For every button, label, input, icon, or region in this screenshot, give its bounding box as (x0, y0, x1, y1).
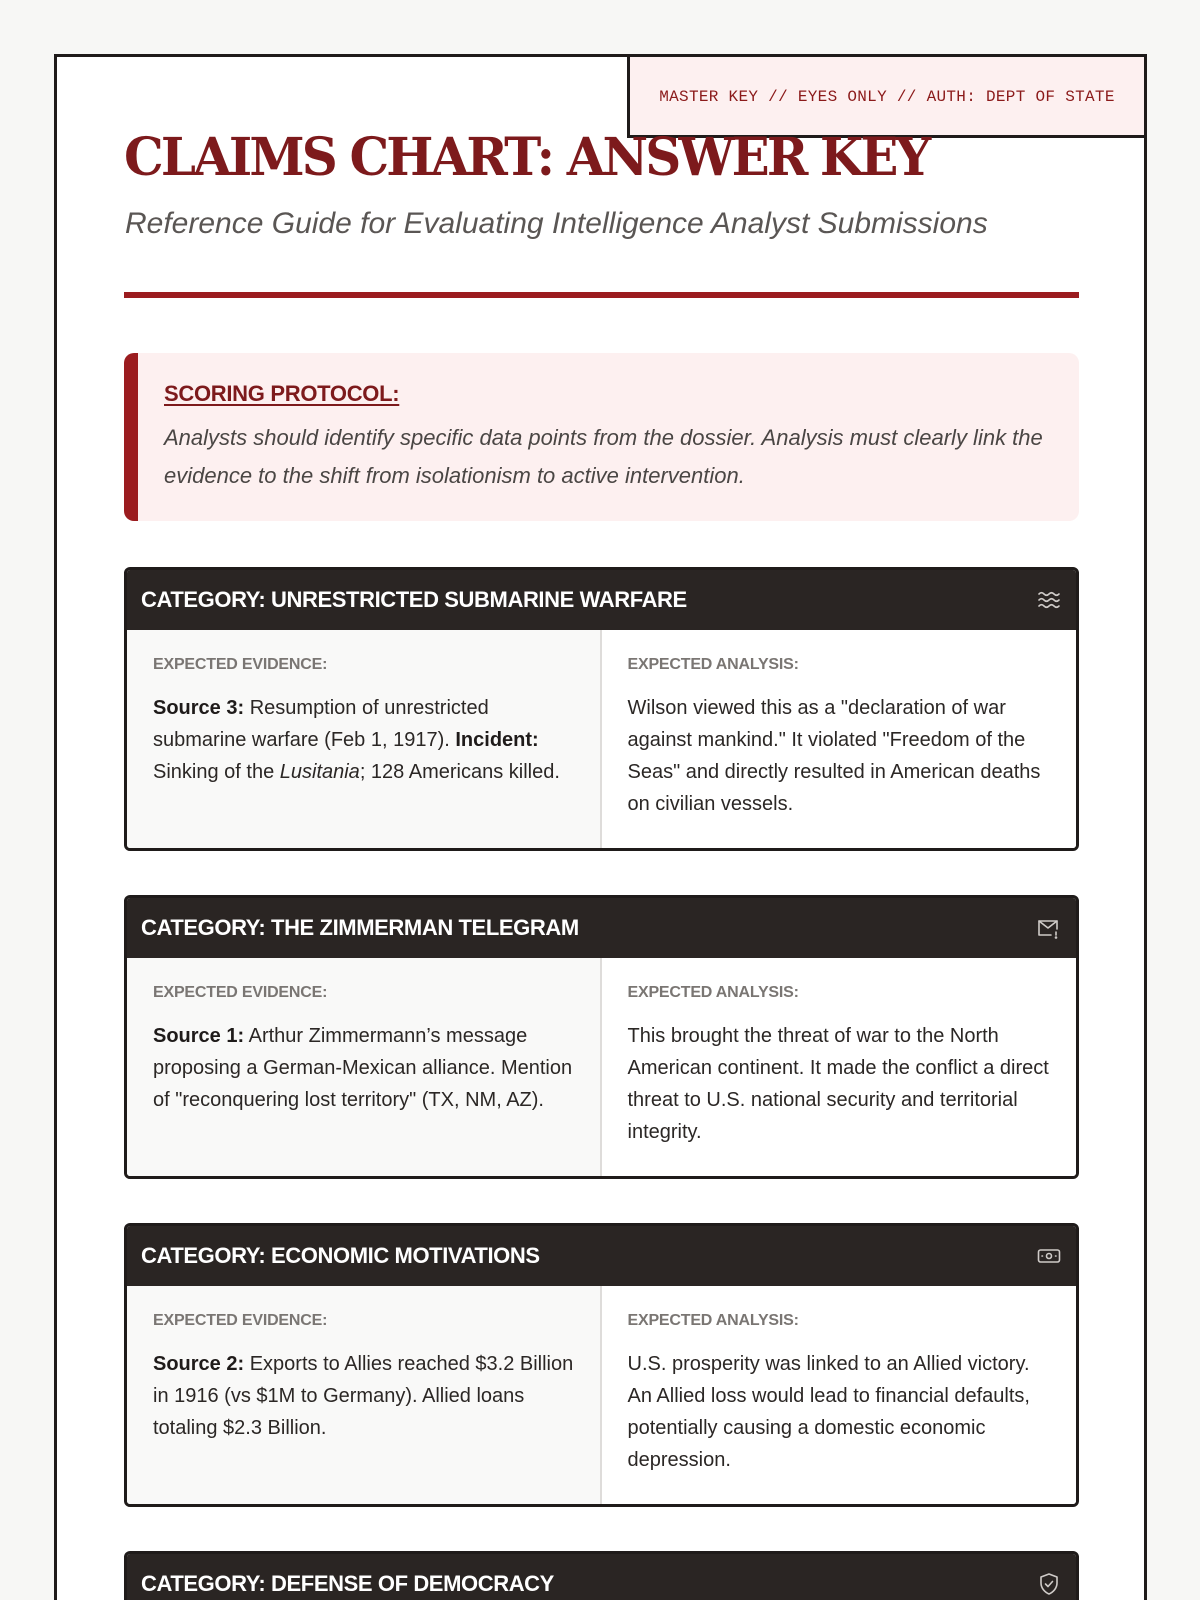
expected-analysis-text: U.S. prosperity was linked to an Allied victory. An Allied loss would lead to financial defaults, potentially causing a domestic economic depression. (627, 1353, 1030, 1471)
expected-evidence-text: Source 2: Exports to Allies reached $3.2 Billion in 1916 (vs $1M to Germany). Allied loans totaling $2.3 Billion. (153, 1353, 574, 1439)
expected-analysis-label: EXPECTED ANALYSIS: (627, 984, 799, 1001)
classification-stamp: MASTER KEY // EYES ONLY // AUTH: DEPT OF STATE (627, 54, 1147, 138)
page-title: CLAIMS CHART: ANSWER KEY (124, 127, 929, 188)
expected-analysis-text: Wilson viewed this as a "declaration of war against mankind." It violated "Freedom of the Seas" and directly resulted in American deaths on civilian vessels. (627, 697, 1041, 815)
category-header (127, 1554, 1076, 1600)
expected-analysis-column (602, 958, 1077, 1176)
scoring-protocol-text: Analysts should identify specific data points from the dossier. Analysis must clearly link the evidence to the shift from isolationism to active intervention. (164, 425, 1043, 488)
expected-evidence-label: EXPECTED EVIDENCE: (153, 984, 328, 1001)
scoring-protocol-title: SCORING PROTOCOL: (164, 381, 400, 406)
waves-icon (1036, 587, 1062, 613)
expected-analysis-column (602, 630, 1077, 848)
category-header (127, 570, 1076, 630)
category-header (127, 1226, 1076, 1286)
expected-evidence-label: EXPECTED EVIDENCE: (153, 1312, 328, 1329)
category-card-defense-of-democracy (124, 1551, 1079, 1600)
mail-alert-icon (1036, 915, 1062, 941)
expected-evidence-column (127, 1286, 602, 1504)
expected-analysis-column (602, 1286, 1077, 1504)
scoring-protocol-callout (124, 353, 1079, 521)
category-title: CATEGORY: ECONOMIC MOTIVATIONS (141, 1243, 540, 1268)
category-title: CATEGORY: DEFENSE OF DEMOCRACY (141, 1571, 554, 1596)
expected-analysis-text: This brought the threat of war to the North American continent. It made the conflict a direct threat to U.S. national security and territorial integrity. (627, 1025, 1049, 1143)
shield-check-icon (1036, 1571, 1062, 1597)
category-header (127, 898, 1076, 958)
expected-analysis-label: EXPECTED ANALYSIS: (627, 656, 799, 673)
category-title: CATEGORY: UNRESTRICTED SUBMARINE WARFARE (141, 587, 687, 612)
expected-analysis-label: EXPECTED ANALYSIS: (627, 1312, 799, 1329)
category-card-zimmerman-telegram (124, 895, 1079, 1179)
page-subtitle: Reference Guide for Evaluating Intelligence Analyst Submissions (125, 207, 988, 240)
expected-evidence-label: EXPECTED EVIDENCE: (153, 656, 328, 673)
category-card-economic-motivations (124, 1223, 1079, 1507)
banknote-icon (1036, 1243, 1062, 1269)
title-divider (124, 292, 1079, 298)
expected-evidence-column (127, 958, 602, 1176)
expected-evidence-text: Source 1: Arthur Zimmermann’s message proposing a German-Mexican alliance. Mention of "reconquering lost territory" (TX, NM, AZ). (153, 1025, 573, 1111)
expected-evidence-column (127, 630, 602, 848)
category-card-submarine-warfare (124, 567, 1079, 851)
expected-evidence-text: Source 3: Resumption of unrestricted submarine warfare (Feb 1, 1917). Incident: Sinking of the Lusitania; 128 Americans killed. (153, 697, 560, 783)
category-title: CATEGORY: THE ZIMMERMAN TELEGRAM (141, 915, 579, 940)
answer-key-page (54, 54, 1147, 1600)
